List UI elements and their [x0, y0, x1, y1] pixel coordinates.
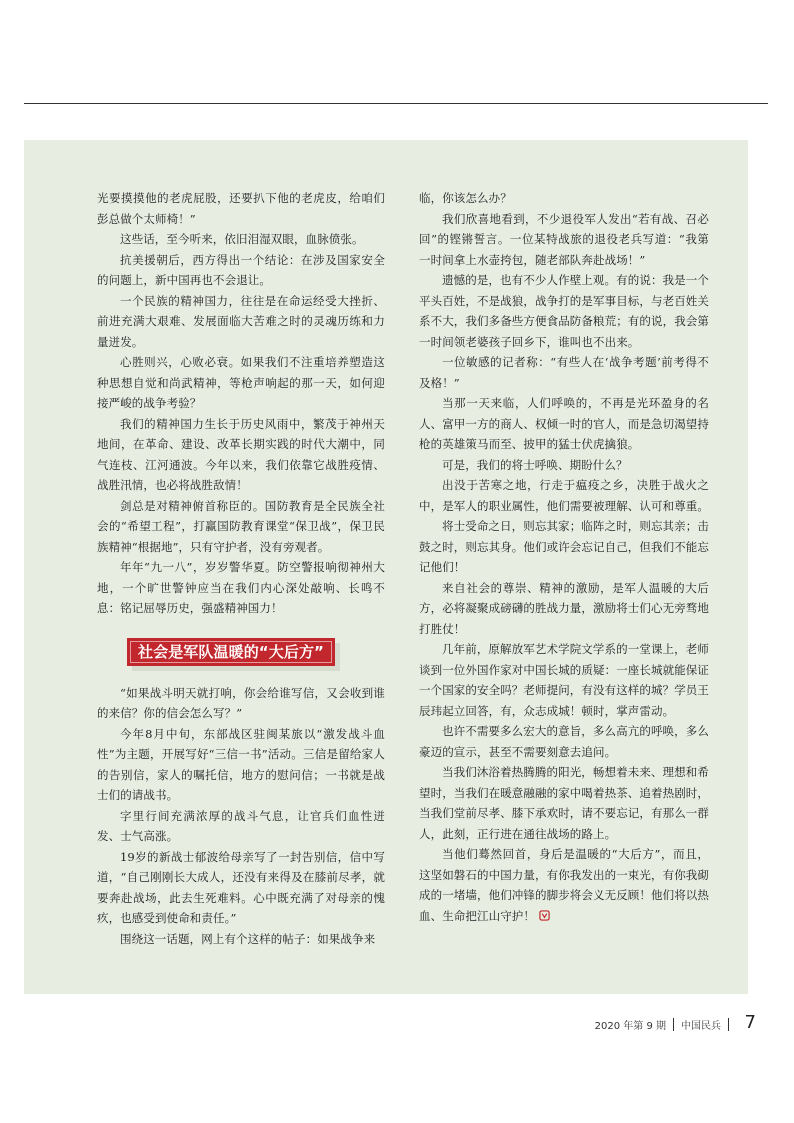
magazine-name: 中国民兵 [681, 1021, 721, 1032]
paragraph: 当那一天来临，人们呼唤的，不再是光环盈身的名人、富甲一方的商人、权倾一时的官人，而是急切渴望持枪的英雄策马而至、披甲的猛士伏虎擒狼。 [419, 396, 709, 451]
section-heading-wrapper [127, 638, 385, 666]
page-number: 7 [744, 1012, 756, 1033]
paragraph: 这些话，至今听来，依旧泪湿双眼，血脉偾张。 [120, 232, 364, 246]
paragraph: 我们的精神国力生长于历史风雨中，繁茂于神州天地间，在革命、建设、改革长期实践的时代大潮中，同气连枝、江河通波。今年以来，我们依靠它战胜疫情、战胜汛情，也必将战胜敌情！ [97, 416, 385, 492]
header-rule [24, 103, 768, 104]
paragraph: 围绕这一话题，网上有个这样的帖子：如果战争来 [120, 931, 376, 946]
paragraph: 光要摸摸他的老虎屁股，还要扒下他的老虎皮，给咱们彭总做个太师椅！” [97, 191, 385, 226]
right-column [419, 188, 709, 926]
paragraph: 可是，我们的将士呼唤、期盼什么？ [442, 457, 628, 472]
paragraph: 出没于苦寒之地，行走于瘟疫之乡，决胜于战火之中，是军人的职业属性，他们需要被理解、认可和尊重。 [419, 478, 709, 513]
paragraph: 抗美援朝后，西方得出一个结论：在涉及国家安全的问题上，新中国再也不会退让。 [97, 252, 385, 287]
paragraph: 我们欣喜地看到，不少退役军人发出“若有战、召必回”的铿锵誓言。一位某特战旅的退役老兵写道：“我第一时间拿上水壶挎包，随老部队奔赴战场！” [419, 211, 709, 267]
footer-divider [728, 1018, 729, 1031]
left-column [97, 188, 385, 949]
paragraph: 字里行间充满浓厚的战斗气息，让官兵们血性迸发、士气高涨。 [97, 808, 385, 843]
footer-divider [673, 1018, 674, 1031]
paragraph: 今年8月中旬，东部战区驻闽某旅以“激发战斗血性”为主题，开展写好“三信一书”活动。三信是留给家人的告别信，家人的嘱托信，地方的慰问信；一书就是战士们的请战书。 [97, 726, 385, 802]
paragraph: 年年“九一八”，岁岁警华夏。防空警报响彻神州大地，一个旷世警钟应当在我们内心深处敲响、长鸣不息：铭记屈辱历史，强盛精神国力！ [97, 560, 385, 615]
section-heading: 社会是军队温暖的“大后方” [127, 638, 335, 666]
paragraph: 遗憾的是，也有不少人作壁上观。有的说：我是一个平头百姓，不是战狼，战争打的是军事目标，与老百姓关系不大，我们多备些方便食品防备粮荒；有的说，我会第一时间领老婆孩子回乡下，谁叫也不出来。 [419, 273, 709, 349]
paragraph-text: 当他们蓦然回首，身后是温暖的“大后方”，而且，这坚如磐石的中国力量，有你我发出的一束光，有你我砌成的一堵墙，他们冲锋的脚步将会义无反顾！他们将以热血、生命把江山守护！ [419, 847, 709, 923]
paragraph: 来自社会的尊崇、精神的激励，是军人温暖的大后方，必将凝聚成磅礴的胜战力量，激励将士们心无旁骛地打胜仗！ [419, 580, 709, 636]
paragraph: 心胜则兴，心败必衰。如果我们不注重培养塑造这种思想自觉和尚武精神，等枪声响起的那一天，如何迎接严峻的战争考验？ [97, 355, 385, 410]
paragraph: 也许不需要多么宏大的意旨，多么高亢的呼唤，多么豪迈的宣示，甚至不需要刻意去追问。 [419, 724, 709, 759]
paragraph [419, 844, 709, 926]
paragraph: 剑总是对精神俯首称臣的。国防教育是全民族全社会的“希望工程”，打赢国防教育课堂“保卫战”，保卫民族精神“根据地”，只有守护者，没有旁观者。 [97, 498, 385, 554]
paragraph: 一位敏感的记者称：“有些人在‘战争考题’前考得不及格！” [419, 355, 709, 390]
paragraph: 当我们沐浴着热腾腾的阳光，畅想着未来、理想和希望时，当我们在暖意融融的家中喝着热茶、追着热剧时，当我们堂前尽孝、膝下承欢时，请不要忘记，有那么一群人，此刻，正行进在通往战场的路上。 [419, 765, 709, 841]
magazine-end-mark-icon [539, 910, 550, 921]
page-footer [594, 1012, 756, 1033]
issue-label: 2020 年第 9 期 [594, 1021, 666, 1032]
paragraph: 将士受命之日，则忘其家；临阵之时，则忘其亲；击鼓之时，则忘其身。他们或许会忘记自己，但我们不能忘记他们！ [419, 519, 709, 574]
paragraph: 几年前，原解放军艺术学院文学系的一堂课上，老师谈到一位外国作家对中国长城的质疑：一座长城就能保证一个国家的安全吗？老师提问，有没有这样的城？学员王辰玮起立回答，有，众志成城！顿时，掌声雷动。 [419, 642, 709, 718]
paragraph: “如果战斗明天就打响，你会给谁写信，又会收到谁的来信？你的信会怎么写？” [97, 685, 385, 720]
paragraph: 19岁的新战士郁波给母亲写了一封告别信，信中写道，“自己刚刚长大成人，还没有来得及在膝前尽孝，就要奔赴战场，此去生死难料。心中既充满了对母亲的愧疚，也感受到使命和责任。” [97, 849, 385, 925]
paragraph: 临，你该怎么办？ [419, 191, 512, 205]
paragraph: 一个民族的精神国力，往往是在命运经受大挫折、前进充满大艰难、发展面临大苦难之时的灵魂历练和力量迸发。 [97, 293, 385, 349]
